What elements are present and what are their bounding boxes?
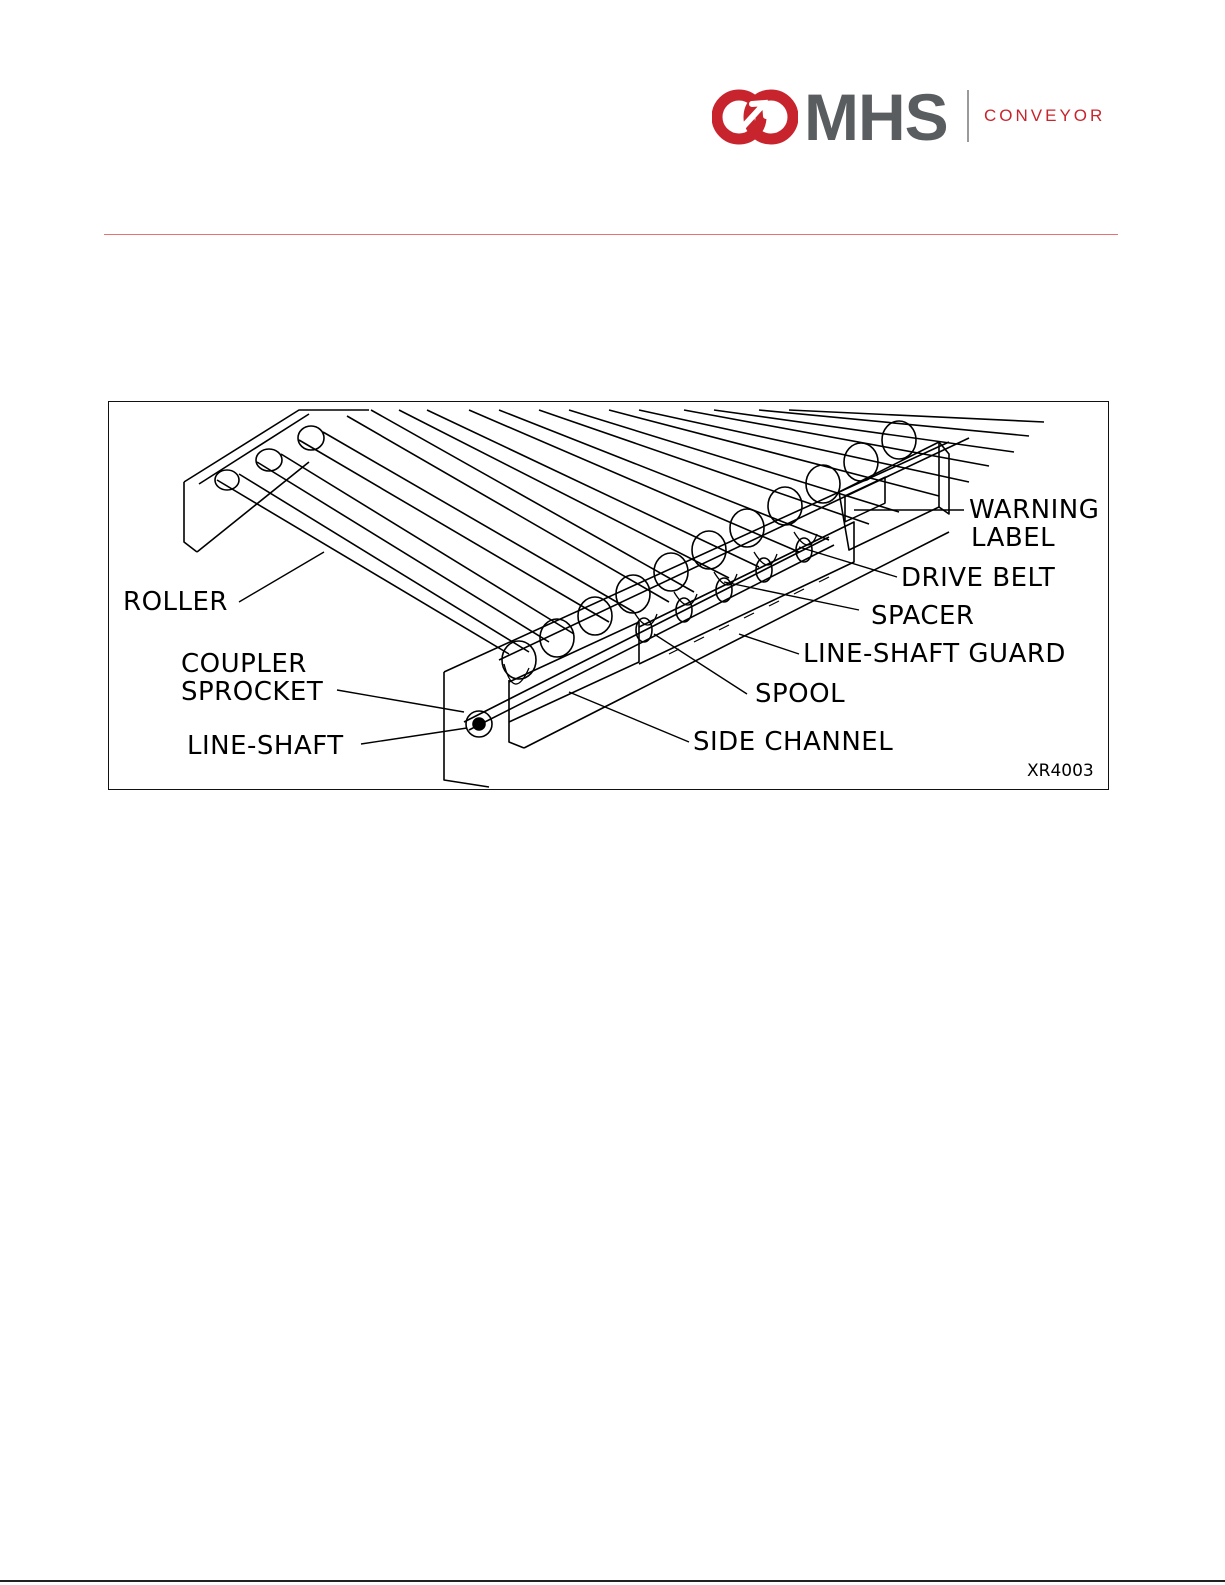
- mhs-logo-icon: [712, 84, 798, 150]
- leader-side-channel: [569, 692, 689, 742]
- leader-coupler-sprocket: [337, 690, 464, 712]
- leader-line-shaft-guard: [739, 634, 799, 654]
- label-roller: ROLLER: [123, 587, 228, 617]
- label-drive-belt: DRIVE BELT: [901, 563, 1056, 593]
- brand-logo: [712, 80, 1106, 154]
- logo-divider: [967, 90, 969, 142]
- back-frame-inner-edge: [199, 414, 309, 484]
- label-side-channel: SIDE CHANNEL: [693, 727, 894, 757]
- page-bottom-border: [0, 1580, 1225, 1582]
- brand-subtitle: CONVEYOR: [984, 106, 1106, 125]
- warning-label-sticker: [845, 477, 885, 522]
- drawing-number: XR4003: [1027, 761, 1094, 781]
- label-coupler-sprocket-line1: COUPLER: [181, 649, 307, 679]
- label-warning-label-line2: LABEL: [971, 523, 1056, 553]
- back-frame-top-edge: [184, 410, 369, 482]
- leader-drive-belt: [799, 547, 897, 577]
- side-channel-inner: [509, 680, 524, 748]
- header-rule: [104, 234, 1118, 235]
- label-line-shaft: LINE-SHAFT: [187, 731, 344, 761]
- label-spacer: SPACER: [871, 601, 975, 631]
- label-warning-label-line1: WARNING: [969, 495, 1100, 525]
- drive-belts: [504, 532, 817, 684]
- leader-roller: [239, 552, 324, 602]
- back-frame-leg: [184, 482, 197, 552]
- brand-name: MHS: [804, 80, 948, 154]
- leader-spool: [654, 634, 747, 694]
- leader-spacer: [724, 582, 859, 610]
- leader-line-shaft: [361, 728, 467, 744]
- label-coupler-sprocket-line2: SPROCKET: [181, 677, 324, 707]
- label-spool: SPOOL: [755, 679, 846, 709]
- conveyor-diagram: [108, 401, 1109, 790]
- label-line-shaft-guard: LINE-SHAFT GUARD: [803, 639, 1066, 669]
